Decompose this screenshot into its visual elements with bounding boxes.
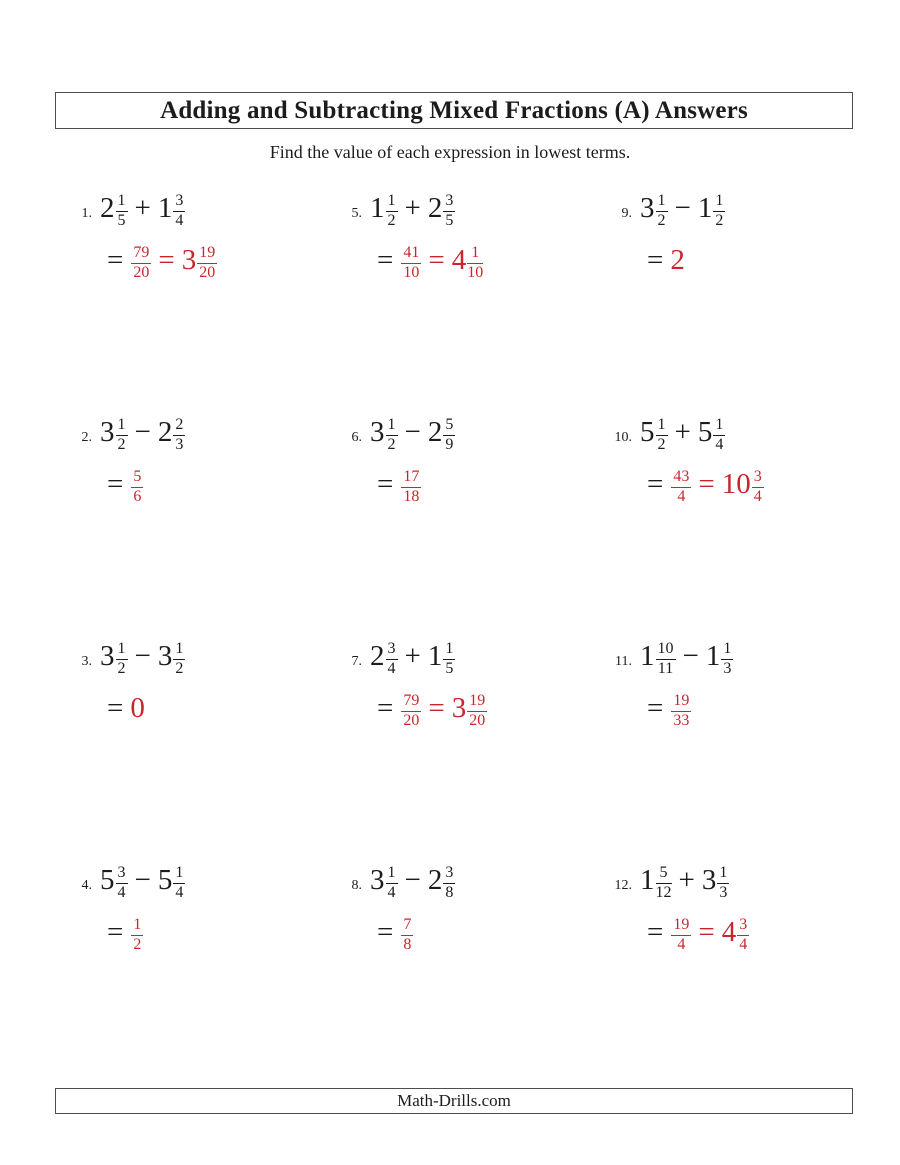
expression xyxy=(330,854,600,906)
answer xyxy=(100,458,330,510)
fraction xyxy=(443,193,455,230)
expression xyxy=(60,406,330,458)
denominator: 5 xyxy=(117,212,126,229)
fraction xyxy=(443,641,455,678)
fraction xyxy=(443,417,455,454)
whole-number: 2 xyxy=(670,244,685,276)
denominator: 2 xyxy=(133,936,142,953)
whole-number: 1 xyxy=(370,192,385,224)
problem-8 xyxy=(330,850,600,1074)
denominator: 2 xyxy=(175,660,184,677)
whole-number: 1 xyxy=(427,640,443,672)
operator: + xyxy=(134,192,151,224)
denominator: 10 xyxy=(403,264,420,281)
operator: + xyxy=(674,416,691,448)
fraction xyxy=(656,641,676,678)
fraction xyxy=(467,245,483,282)
whole-number: 5 xyxy=(640,416,655,448)
answer xyxy=(100,906,330,958)
denominator: 5 xyxy=(445,660,454,677)
expression xyxy=(60,854,330,906)
numerator: 3 xyxy=(752,469,764,488)
numerator: 3 xyxy=(443,865,455,884)
operator: + xyxy=(404,640,421,672)
numerator: 79 xyxy=(131,245,151,264)
problem-11 xyxy=(600,626,872,850)
equals-sign: = xyxy=(107,468,124,500)
instructions-text: Find the value of each expression in lowest terms. xyxy=(269,142,631,162)
expression xyxy=(330,630,600,682)
operator: − xyxy=(134,416,151,448)
numerator: 19 xyxy=(197,245,217,264)
whole-number: 2 xyxy=(157,416,173,448)
numerator: 3 xyxy=(116,865,128,884)
denominator: 3 xyxy=(175,436,184,453)
equals-sign: = xyxy=(647,244,664,276)
whole-number: 3 xyxy=(701,864,717,896)
whole-number: 1 xyxy=(697,192,713,224)
answer xyxy=(640,458,872,510)
whole-number: 3 xyxy=(640,192,655,224)
operator: + xyxy=(678,864,695,896)
equals-sign: = xyxy=(647,916,664,948)
denominator: 2 xyxy=(657,436,666,453)
fraction xyxy=(713,417,725,454)
problem-4 xyxy=(60,850,330,1074)
fraction xyxy=(173,417,185,454)
numerator: 19 xyxy=(671,917,691,936)
fraction xyxy=(386,193,398,230)
fraction xyxy=(197,245,217,282)
equals-sign: = xyxy=(428,244,445,276)
fraction xyxy=(131,245,151,282)
problem-number: 11. xyxy=(615,654,632,669)
problem-number: 8. xyxy=(351,878,362,893)
numerator: 1 xyxy=(131,917,143,936)
whole-number: 0 xyxy=(130,692,145,724)
denominator: 4 xyxy=(677,488,686,505)
fraction xyxy=(656,193,668,230)
operator: − xyxy=(674,192,691,224)
whole-number: 3 xyxy=(100,416,115,448)
denominator: 8 xyxy=(445,884,454,901)
answer xyxy=(370,458,600,510)
numerator: 43 xyxy=(671,469,691,488)
whole-number: 3 xyxy=(370,864,385,896)
numerator: 1 xyxy=(116,193,128,212)
whole-number: 5 xyxy=(157,864,173,896)
fraction xyxy=(656,865,672,902)
problem-10 xyxy=(600,402,872,626)
answer xyxy=(370,234,600,286)
denominator: 8 xyxy=(403,936,412,953)
operator: − xyxy=(134,640,151,672)
fraction xyxy=(401,917,413,954)
answer xyxy=(640,234,872,286)
numerator: 2 xyxy=(173,417,185,436)
fraction xyxy=(656,417,668,454)
numerator: 41 xyxy=(401,245,421,264)
numerator: 1 xyxy=(656,417,668,436)
denominator: 4 xyxy=(387,660,396,677)
fraction xyxy=(401,245,421,282)
problem-number: 9. xyxy=(621,206,632,221)
title-box xyxy=(55,92,853,129)
equals-sign: = xyxy=(647,692,664,724)
numerator: 1 xyxy=(116,641,128,660)
operator: − xyxy=(404,416,421,448)
whole-number: 3 xyxy=(181,244,197,276)
numerator: 1 xyxy=(173,865,185,884)
problem-number: 3. xyxy=(81,654,92,669)
denominator: 20 xyxy=(199,264,216,281)
problem-number: 7. xyxy=(351,654,362,669)
fraction xyxy=(401,693,421,730)
denominator: 11 xyxy=(657,660,674,677)
whole-number: 5 xyxy=(697,416,713,448)
numerator: 1 xyxy=(386,865,398,884)
numerator: 1 xyxy=(386,417,398,436)
expression xyxy=(600,630,872,682)
expression xyxy=(330,406,600,458)
denominator: 3 xyxy=(719,884,728,901)
denominator: 4 xyxy=(117,884,126,901)
footer-site-name: Math-Drills.com xyxy=(397,1091,511,1110)
fraction xyxy=(721,641,733,678)
equals-sign: = xyxy=(698,916,715,948)
denominator: 4 xyxy=(753,488,762,505)
fraction xyxy=(713,193,725,230)
numerator: 17 xyxy=(401,469,421,488)
numerator: 3 xyxy=(443,193,455,212)
denominator: 2 xyxy=(387,436,396,453)
fraction xyxy=(752,469,764,506)
problem-5 xyxy=(330,178,600,402)
denominator: 4 xyxy=(715,436,724,453)
denominator: 3 xyxy=(723,660,732,677)
answer xyxy=(640,906,872,958)
numerator: 7 xyxy=(401,917,413,936)
whole-number: 1 xyxy=(640,640,655,672)
equals-sign: = xyxy=(107,916,124,948)
whole-number: 10 xyxy=(721,468,751,500)
whole-number: 4 xyxy=(721,916,737,948)
fraction xyxy=(467,693,487,730)
whole-number: 4 xyxy=(451,244,467,276)
denominator: 4 xyxy=(387,884,396,901)
whole-number: 3 xyxy=(100,640,115,672)
answer xyxy=(100,234,330,286)
numerator: 1 xyxy=(443,641,455,660)
whole-number: 2 xyxy=(100,192,115,224)
numerator: 3 xyxy=(173,193,185,212)
denominator: 4 xyxy=(175,884,184,901)
denominator: 20 xyxy=(469,712,486,729)
fraction xyxy=(386,417,398,454)
numerator: 5 xyxy=(443,417,455,436)
whole-number: 2 xyxy=(427,864,443,896)
problem-9 xyxy=(600,178,872,402)
answer xyxy=(370,682,600,734)
numerator: 1 xyxy=(173,641,185,660)
denominator: 20 xyxy=(133,264,150,281)
expression xyxy=(600,854,872,906)
fraction xyxy=(717,865,729,902)
whole-number: 5 xyxy=(100,864,115,896)
whole-number: 2 xyxy=(427,192,443,224)
numerator: 1 xyxy=(713,417,725,436)
expression xyxy=(600,406,872,458)
fraction xyxy=(443,865,455,902)
fraction xyxy=(737,917,749,954)
problem-6 xyxy=(330,402,600,626)
fraction xyxy=(173,193,185,230)
expression xyxy=(60,630,330,682)
equals-sign: = xyxy=(428,692,445,724)
fraction xyxy=(671,469,691,506)
equals-sign: = xyxy=(647,468,664,500)
denominator: 9 xyxy=(445,436,454,453)
numerator: 1 xyxy=(721,641,733,660)
denominator: 2 xyxy=(117,660,126,677)
fraction xyxy=(173,641,185,678)
denominator: 4 xyxy=(677,936,686,953)
expression xyxy=(60,182,330,234)
fraction xyxy=(173,865,185,902)
whole-number: 2 xyxy=(370,640,385,672)
equals-sign: = xyxy=(377,916,394,948)
denominator: 6 xyxy=(133,488,142,505)
denominator: 20 xyxy=(403,712,420,729)
problem-number: 6. xyxy=(351,430,362,445)
equals-sign: = xyxy=(377,244,394,276)
whole-number: 1 xyxy=(157,192,173,224)
denominator: 2 xyxy=(657,212,666,229)
equals-sign: = xyxy=(158,244,175,276)
problem-number: 1. xyxy=(81,206,92,221)
problem-2 xyxy=(60,402,330,626)
operator: + xyxy=(404,192,421,224)
answer xyxy=(100,682,330,734)
numerator: 1 xyxy=(717,865,729,884)
numerator: 1 xyxy=(386,193,398,212)
numerator: 1 xyxy=(116,417,128,436)
numerator: 3 xyxy=(386,641,398,660)
numerator: 10 xyxy=(656,641,676,660)
denominator: 2 xyxy=(715,212,724,229)
denominator: 2 xyxy=(117,436,126,453)
operator: − xyxy=(682,640,699,672)
numerator: 5 xyxy=(656,865,672,884)
fraction xyxy=(116,193,128,230)
equals-sign: = xyxy=(107,692,124,724)
fraction xyxy=(671,917,691,954)
whole-number: 2 xyxy=(427,416,443,448)
denominator: 33 xyxy=(673,712,690,729)
denominator: 5 xyxy=(445,212,454,229)
page-title: Adding and Subtracting Mixed Fractions (A) Answers xyxy=(160,96,748,124)
problem-number: 5. xyxy=(351,206,362,221)
numerator: 19 xyxy=(467,693,487,712)
denominator: 18 xyxy=(403,488,420,505)
fraction xyxy=(116,641,128,678)
equals-sign: = xyxy=(377,692,394,724)
numerator: 1 xyxy=(656,193,668,212)
problems-grid xyxy=(60,178,872,1074)
whole-number: 1 xyxy=(640,864,655,896)
numerator: 1 xyxy=(467,245,483,264)
denominator: 4 xyxy=(175,212,184,229)
fraction xyxy=(116,865,128,902)
fraction xyxy=(131,469,143,506)
denominator: 4 xyxy=(739,936,748,953)
whole-number: 1 xyxy=(705,640,721,672)
expression xyxy=(330,182,600,234)
footer-box xyxy=(55,1088,853,1114)
numerator: 79 xyxy=(401,693,421,712)
problem-3 xyxy=(60,626,330,850)
problem-7 xyxy=(330,626,600,850)
problem-12 xyxy=(600,850,872,1074)
operator: − xyxy=(404,864,421,896)
problem-number: 4. xyxy=(81,878,92,893)
denominator: 10 xyxy=(467,264,484,281)
problem-number: 2. xyxy=(81,430,92,445)
operator: − xyxy=(134,864,151,896)
denominator: 2 xyxy=(387,212,396,229)
denominator: 12 xyxy=(655,884,672,901)
numerator: 19 xyxy=(671,693,691,712)
answer xyxy=(640,682,872,734)
equals-sign: = xyxy=(698,468,715,500)
numerator: 3 xyxy=(737,917,749,936)
fraction xyxy=(386,641,398,678)
fraction xyxy=(386,865,398,902)
answer xyxy=(370,906,600,958)
fraction xyxy=(671,693,691,730)
numerator: 5 xyxy=(131,469,143,488)
problem-number: 12. xyxy=(614,878,632,893)
whole-number: 3 xyxy=(370,416,385,448)
problem-number: 10. xyxy=(614,430,632,445)
equals-sign: = xyxy=(377,468,394,500)
problem-1 xyxy=(60,178,330,402)
expression xyxy=(600,182,872,234)
whole-number: 3 xyxy=(451,692,467,724)
whole-number: 3 xyxy=(157,640,173,672)
fraction xyxy=(131,917,143,954)
fraction xyxy=(401,469,421,506)
fraction xyxy=(116,417,128,454)
equals-sign: = xyxy=(107,244,124,276)
numerator: 1 xyxy=(713,193,725,212)
